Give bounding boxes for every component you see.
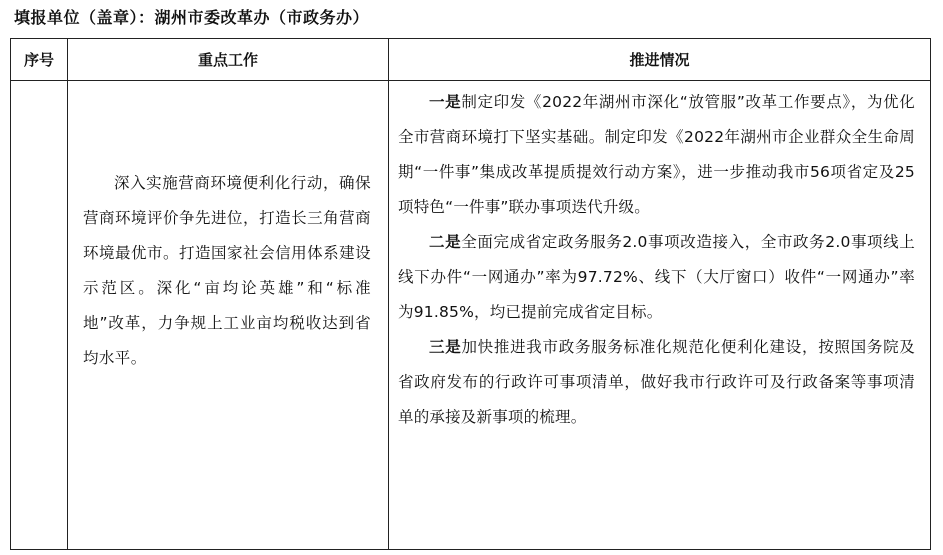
report-table <box>10 38 931 550</box>
progress-paragraph-1 <box>398 85 915 225</box>
progress-lead: 一是 <box>429 93 462 111</box>
cell-key-work <box>68 81 389 550</box>
table-row <box>11 81 931 550</box>
progress-paragraph-2 <box>398 225 915 330</box>
progress-paragraph-3 <box>398 330 915 435</box>
progress-text: 加快推进我市政务服务标准化规范化便利化建设，按照国务院及省政府发布的行政许可事项清单，做好我市行政许可及行政备案等事项清单的承接及新事项的梳理。 <box>398 338 915 426</box>
header-key-work: 重点工作 <box>68 39 389 81</box>
header-number: 序号 <box>11 39 68 81</box>
table-header-row <box>11 39 931 81</box>
progress-text: 制定印发《2022年湖州市深化“放管服”改革工作要点》，为优化全市营商环境打下坚实基础。制定印发《2022年湖州市企业群众全生命周期“一件事”集成改革提质提效行动方案》，进一步推动我市56项省定及25项特色“一件事”联办事项迭代升级。 <box>398 93 915 216</box>
cell-progress <box>389 81 931 550</box>
key-work-text: 深入实施营商环境便利化行动，确保营商环境评价争先进位，打造长三角营商环境最优市。打造国家社会信用体系建设示范区。深化“亩均论英雄”和“标准地”改革，力争规上工业亩均税收达到省均水平。 <box>83 174 371 367</box>
progress-lead: 二是 <box>429 233 462 251</box>
header-progress: 推进情况 <box>389 39 931 81</box>
cell-number <box>11 81 68 550</box>
filing-unit-line: 填报单位（盖章）：湖州市委改革办（市政务办） <box>14 8 370 27</box>
progress-text: 全面完成省定政务服务2.0事项改造接入，全市政务2.0事项线上线下办件“一网通办”率为97.72%、线下（大厅窗口）收件“一网通办”率为91.85%，均已提前完成省定目标。 <box>398 233 915 321</box>
progress-lead: 三是 <box>429 338 462 356</box>
